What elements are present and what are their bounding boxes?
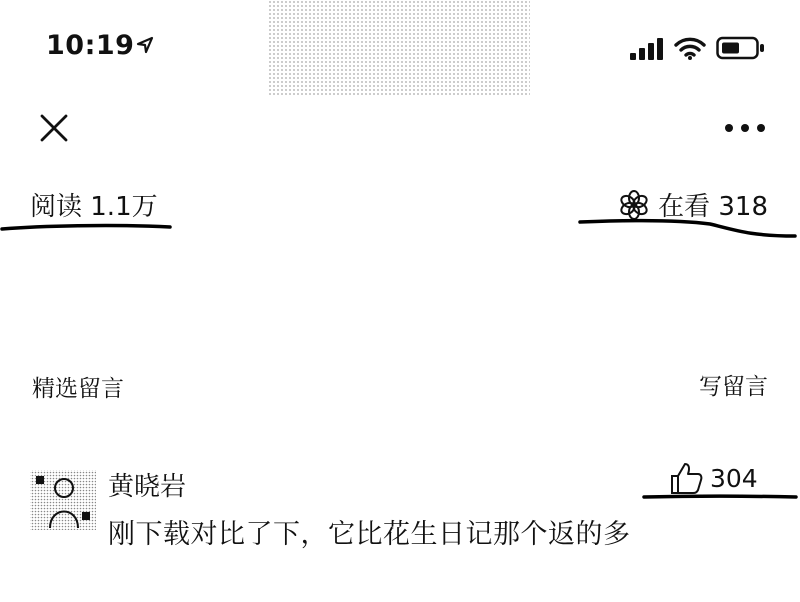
watching-count: 在看 318 — [658, 192, 768, 222]
annotation-underline — [0, 220, 180, 236]
more-button[interactable] — [722, 116, 768, 140]
close-icon — [42, 116, 66, 140]
comment-text: 刚下载对比了下，它比花生日记那个返的多 — [108, 519, 631, 550]
featured-comments-label: 精选留言 — [32, 376, 124, 402]
annotation-underline — [570, 206, 800, 242]
like-count: 304 — [710, 463, 758, 493]
close-button[interactable] — [36, 110, 72, 146]
wifi-icon — [674, 36, 706, 60]
battery-icon — [716, 36, 766, 60]
comment-author[interactable]: 黄晓岩 — [108, 472, 187, 502]
write-comment-button[interactable]: 写留言 — [699, 374, 768, 400]
signal-icon — [630, 38, 666, 60]
status-time: 10:19 — [46, 30, 135, 61]
location-arrow-icon — [136, 36, 154, 54]
notch-blur — [268, 0, 530, 96]
more-icon — [725, 124, 765, 132]
annotation-underline — [640, 488, 800, 506]
read-count: 阅读 1.1万 — [30, 192, 158, 222]
avatar[interactable] — [28, 468, 98, 532]
